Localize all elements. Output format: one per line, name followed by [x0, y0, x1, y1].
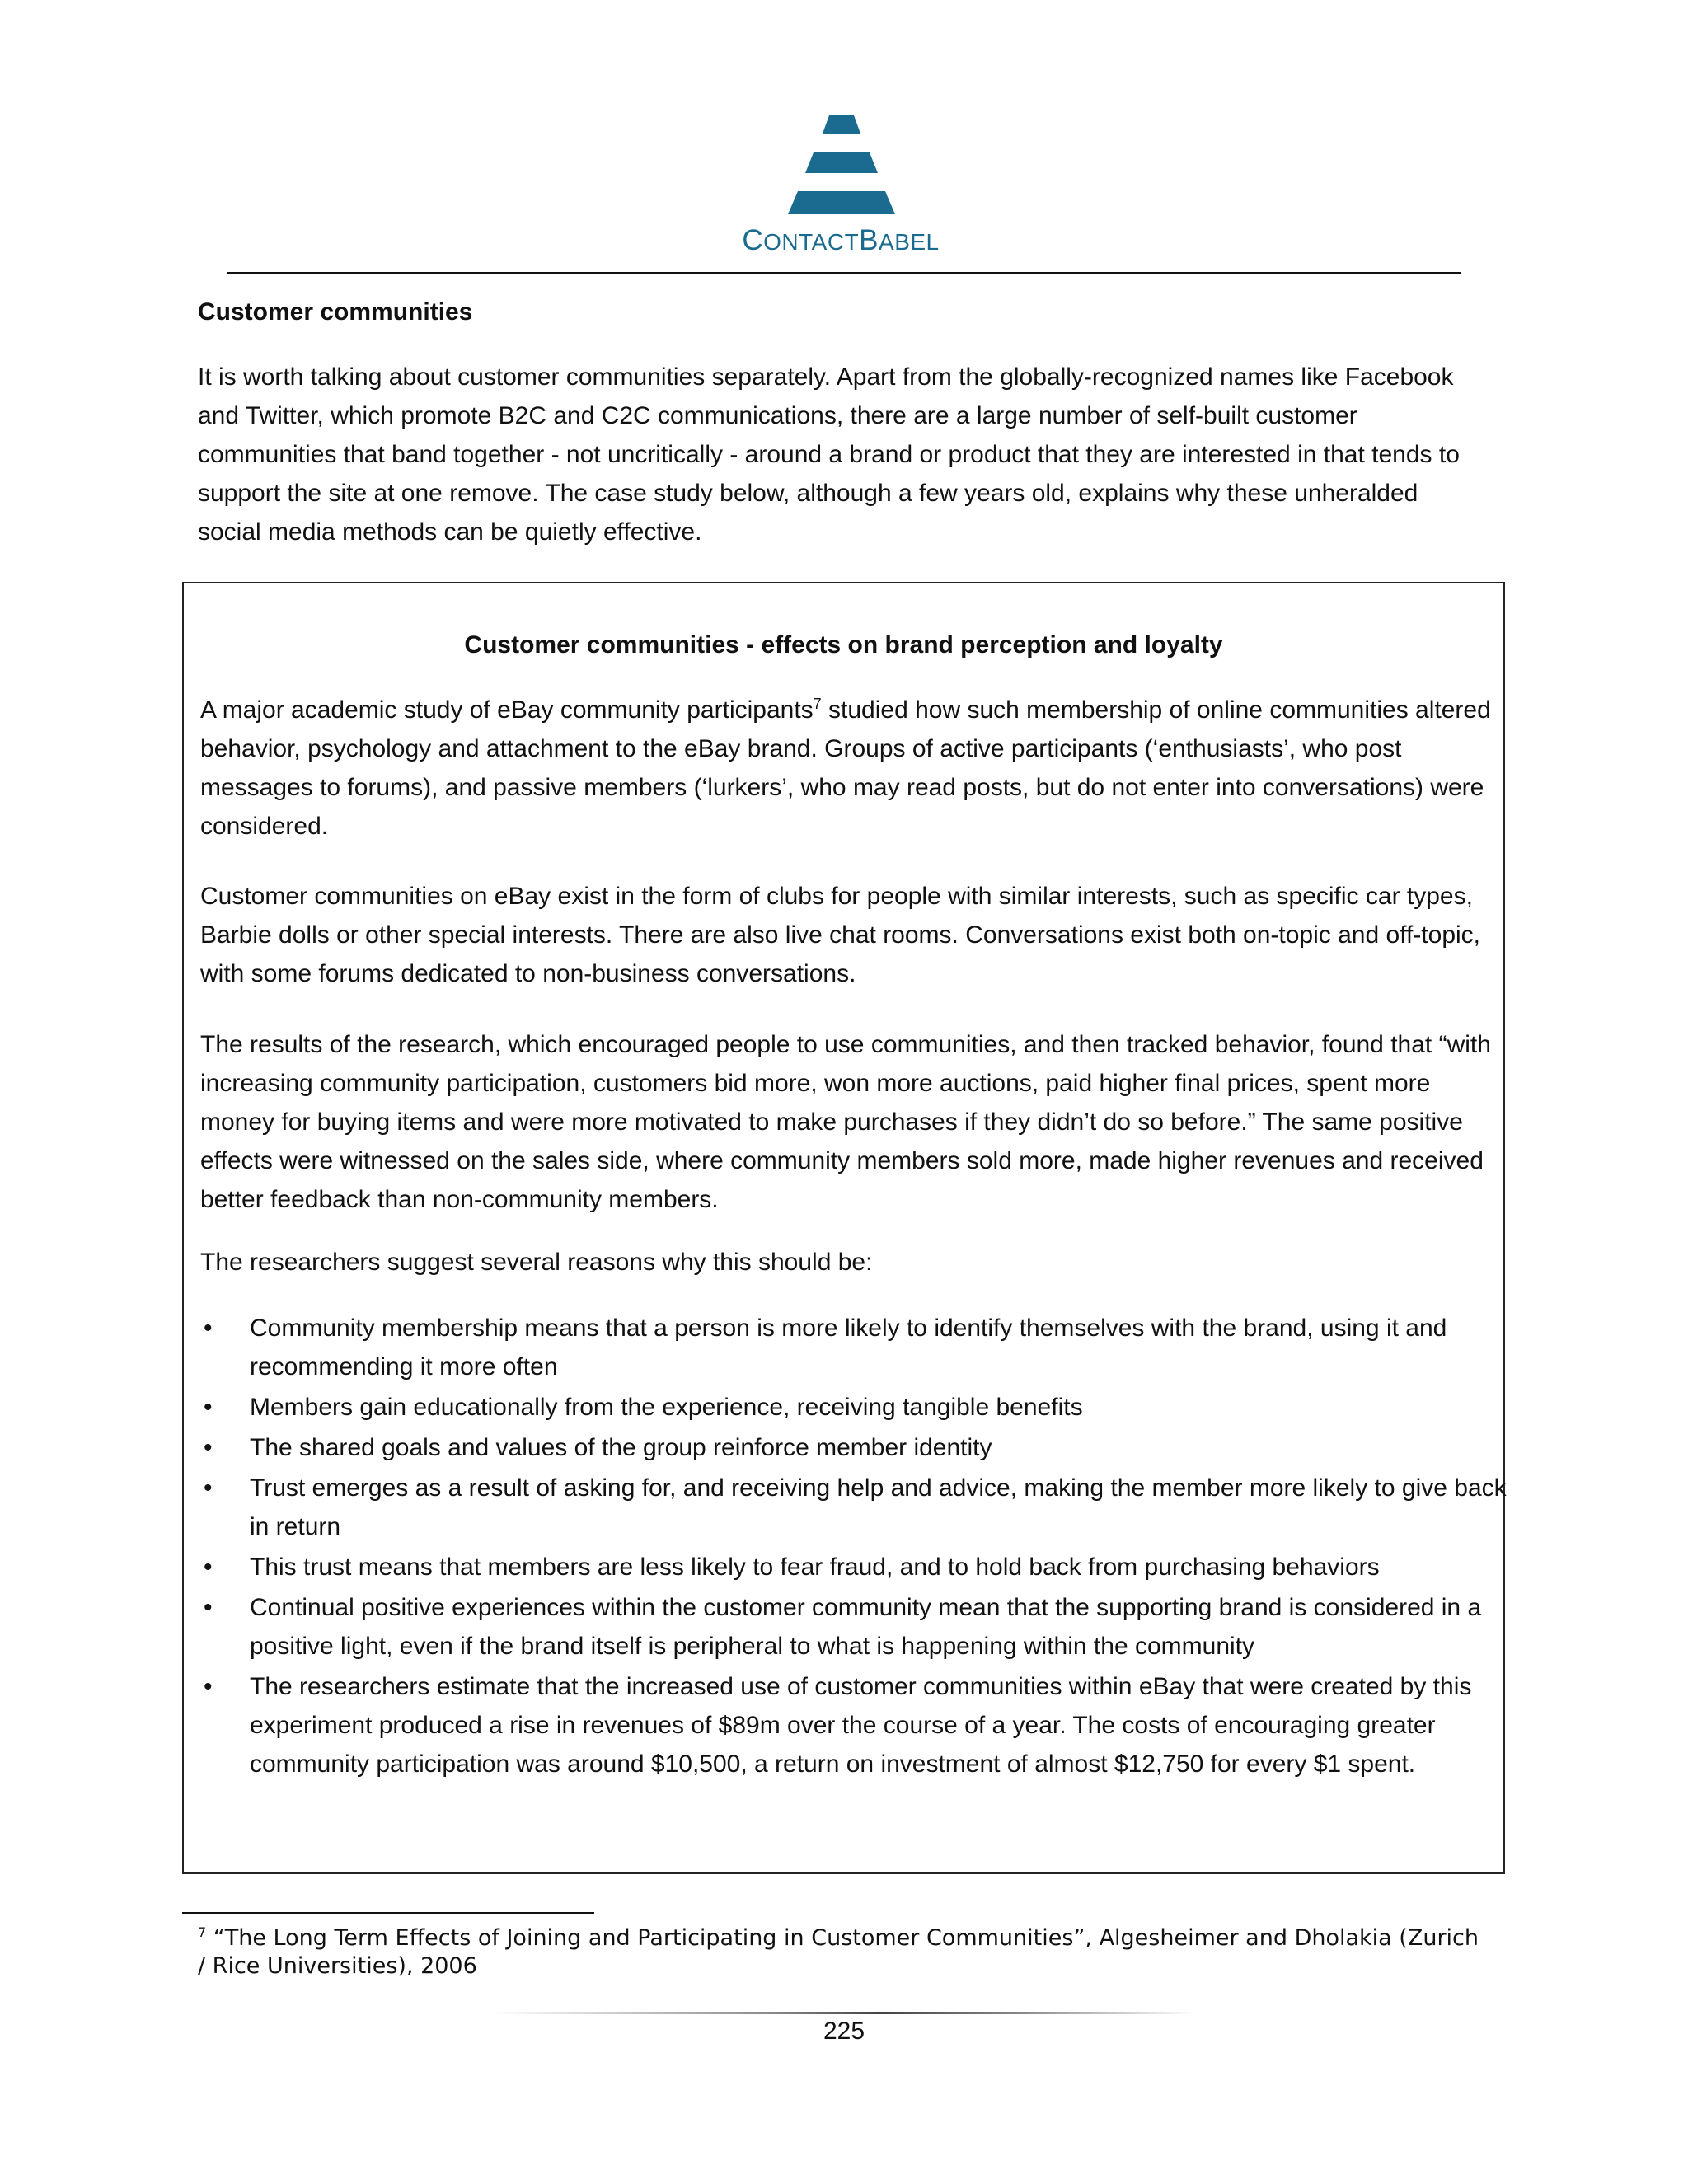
case-study-paragraph-2: Customer communities on eBay exist in the form of clubs for people with similar interests, such as specific car types, Barbie dolls or other special interests. There are also live chat rooms. Conversations exist both on-topic and off-topic, with some forums dedicated to non-business conversations. [200, 883, 1481, 987]
reasons-list [200, 1309, 1511, 1785]
bullet-icon: • [204, 1394, 213, 1421]
case-study-paragraph-3: The results of the research, which encouraged people to use communities, and then tracked behavior, found that “with increasing community participation, customers bid more, won more auctions, paid higher final prices, spent more money for buying items and were more motivated to make purchases if they didn’t do so before.” The same positive effects were witnessed on the sales side, where community members sold more, made higher revenues and received better feedback than non-community members. [200, 1031, 1491, 1213]
section-heading: Customer communities [198, 298, 473, 326]
list-item: • Members gain educationally from the experience, receiving tangible benefits [200, 1388, 1511, 1427]
list-item: • Community membership means that a person is more likely to identify themselves with the brand, using it and recommending it more often [200, 1309, 1511, 1386]
bullet-icon: • [204, 1554, 213, 1581]
bullet-icon: • [204, 1315, 213, 1342]
list-item: • Trust emerges as a result of asking for, and receiving help and advice, making the member more likely to give back in return [200, 1469, 1511, 1546]
intro-paragraph: It is worth talking about customer communities separately. Apart from the globally-recognized names like Facebook and Twitter, which promote B2C and C2C communications, there are a large number of self-built customer communities that band together - not uncritically - around a brand or product that they are interested in that tends to support the site at one remove. The case study below, although a few years old, explains why these unheralded social media methods can be quietly effective. [198, 363, 1460, 546]
list-item: • This trust means that members are less likely to fear fraud, and to hold back from purchasing behaviors [200, 1548, 1511, 1586]
logo-wordmark: CONTACTBABEL [742, 224, 940, 256]
case-study-title: Customer communities - effects on brand perception and loyalty [464, 631, 1223, 658]
list-item: • The researchers estimate that the increased use of customer communities within eBay that were created by this experiment produced a rise in revenues of $89m over the course of a year. The costs of encouraging greater community participation was around $10,500, a return on investment of almost $12,750 for every $1 spent. [200, 1667, 1511, 1783]
bullet-icon: • [204, 1673, 213, 1700]
footnote-number: 7 [198, 1924, 207, 1940]
case-study-paragraph-4: The researchers suggest several reasons why this should be: [200, 1249, 873, 1276]
bullet-icon: • [204, 1434, 213, 1461]
case-study-box [182, 582, 1505, 1874]
contactbabel-logo [742, 115, 940, 255]
footer-divider [495, 2012, 1195, 2014]
footnote: $^7$ “The Long Term Effects of Joining and Participating in Customer Communities”, Algesheimer and Dholakia (Zurich / Rice Universities), 2006 [198, 1924, 1479, 1979]
list-item: • The shared goals and values of the group reinforce member identity [200, 1428, 1511, 1467]
bullet-icon: • [204, 1474, 213, 1502]
bullet-icon: • [204, 1594, 213, 1621]
pyramid-logo-icon [767, 115, 915, 214]
footnote-reference: 7 [813, 696, 822, 712]
footnote-divider [182, 1912, 594, 1914]
page-number: 225 [823, 2018, 865, 2045]
header-divider [227, 272, 1461, 274]
case-study-paragraph-1: A major academic study of eBay community participants$^7$ studied how such membership of online communities altered behavior, psychology and attachment to the eBay brand. Groups of active participants (‘enthusiasts’, who post messages to forums), and passive members (‘lurkers’, who may read posts, but do not enter into conversations) were considered. [200, 696, 1491, 840]
list-item: • Continual positive experiences within the customer community mean that the supporting brand is considered in a positive light, even if the brand itself is peripheral to what is happening within the community [200, 1588, 1511, 1666]
